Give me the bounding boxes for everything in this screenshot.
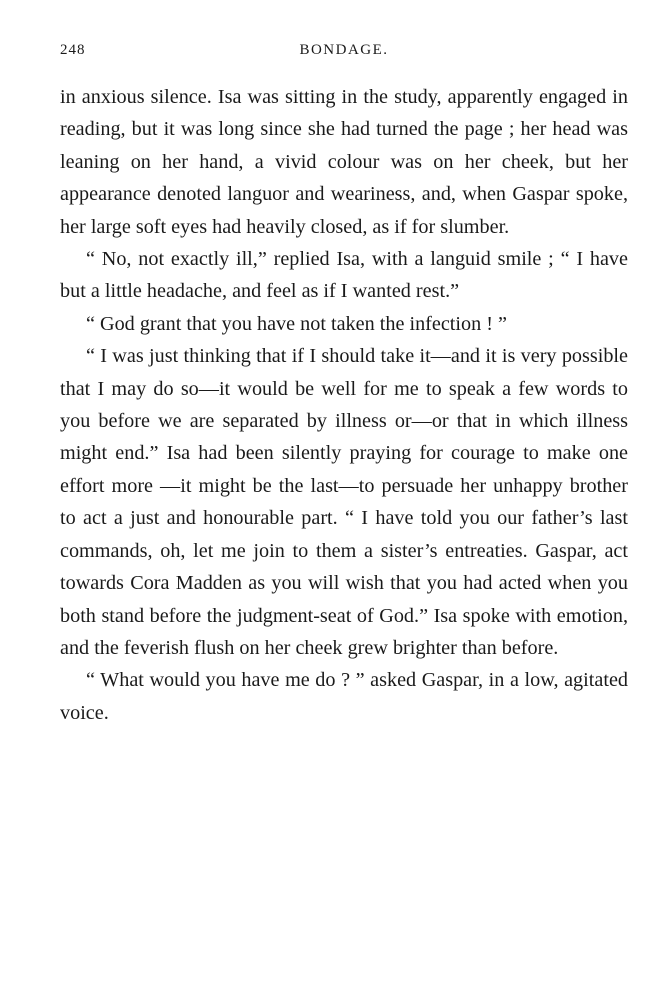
paragraph-5: “ What would you have me do ? ” asked Gaspar, in a low, agitated voice. bbox=[60, 669, 628, 724]
paragraph-2: “ No, not exactly ill,” replied Isa, with a languid smile ; “ I have but a little headache, and feel as if I wanted rest.” bbox=[60, 248, 628, 303]
body-text bbox=[60, 81, 628, 729]
paragraph-1: in anxious silence. Isa was sitting in the study, apparently engaged in reading, but it was long since she had turned the page ; her head was leaning on her hand, a vivid colour was on her cheek, but her appearance denoted languor and weariness, and, when Gaspar spoke, her large soft eyes had heavily closed, as if for slumber. bbox=[60, 86, 628, 238]
page-number: 248 bbox=[60, 42, 86, 58]
paragraph-3: “ God grant that you have not taken the infection ! ” bbox=[86, 312, 507, 335]
paragraph-4: “ I was just thinking that if I should take it—and it is very possible that I may do so—it would be well for me to speak a few words to you before we are separated by illness or—or that in which illness might end.” Isa had been silently praying for courage to make one effort more —it might be the last—to persuade her unhappy brother to act a just and honourable part. “ I have told you our father’s last commands, oh, let me join to them a sister’s entreaties. Gaspar, act towards Cora Madden as you will wish that you had acted when you both stand before the judgment-seat of God.” Isa spoke with emotion, and the feverish flush on her cheek grew brighter than before. bbox=[60, 345, 628, 659]
running-head: BONDAGE. bbox=[299, 42, 389, 58]
page-header bbox=[60, 42, 628, 64]
